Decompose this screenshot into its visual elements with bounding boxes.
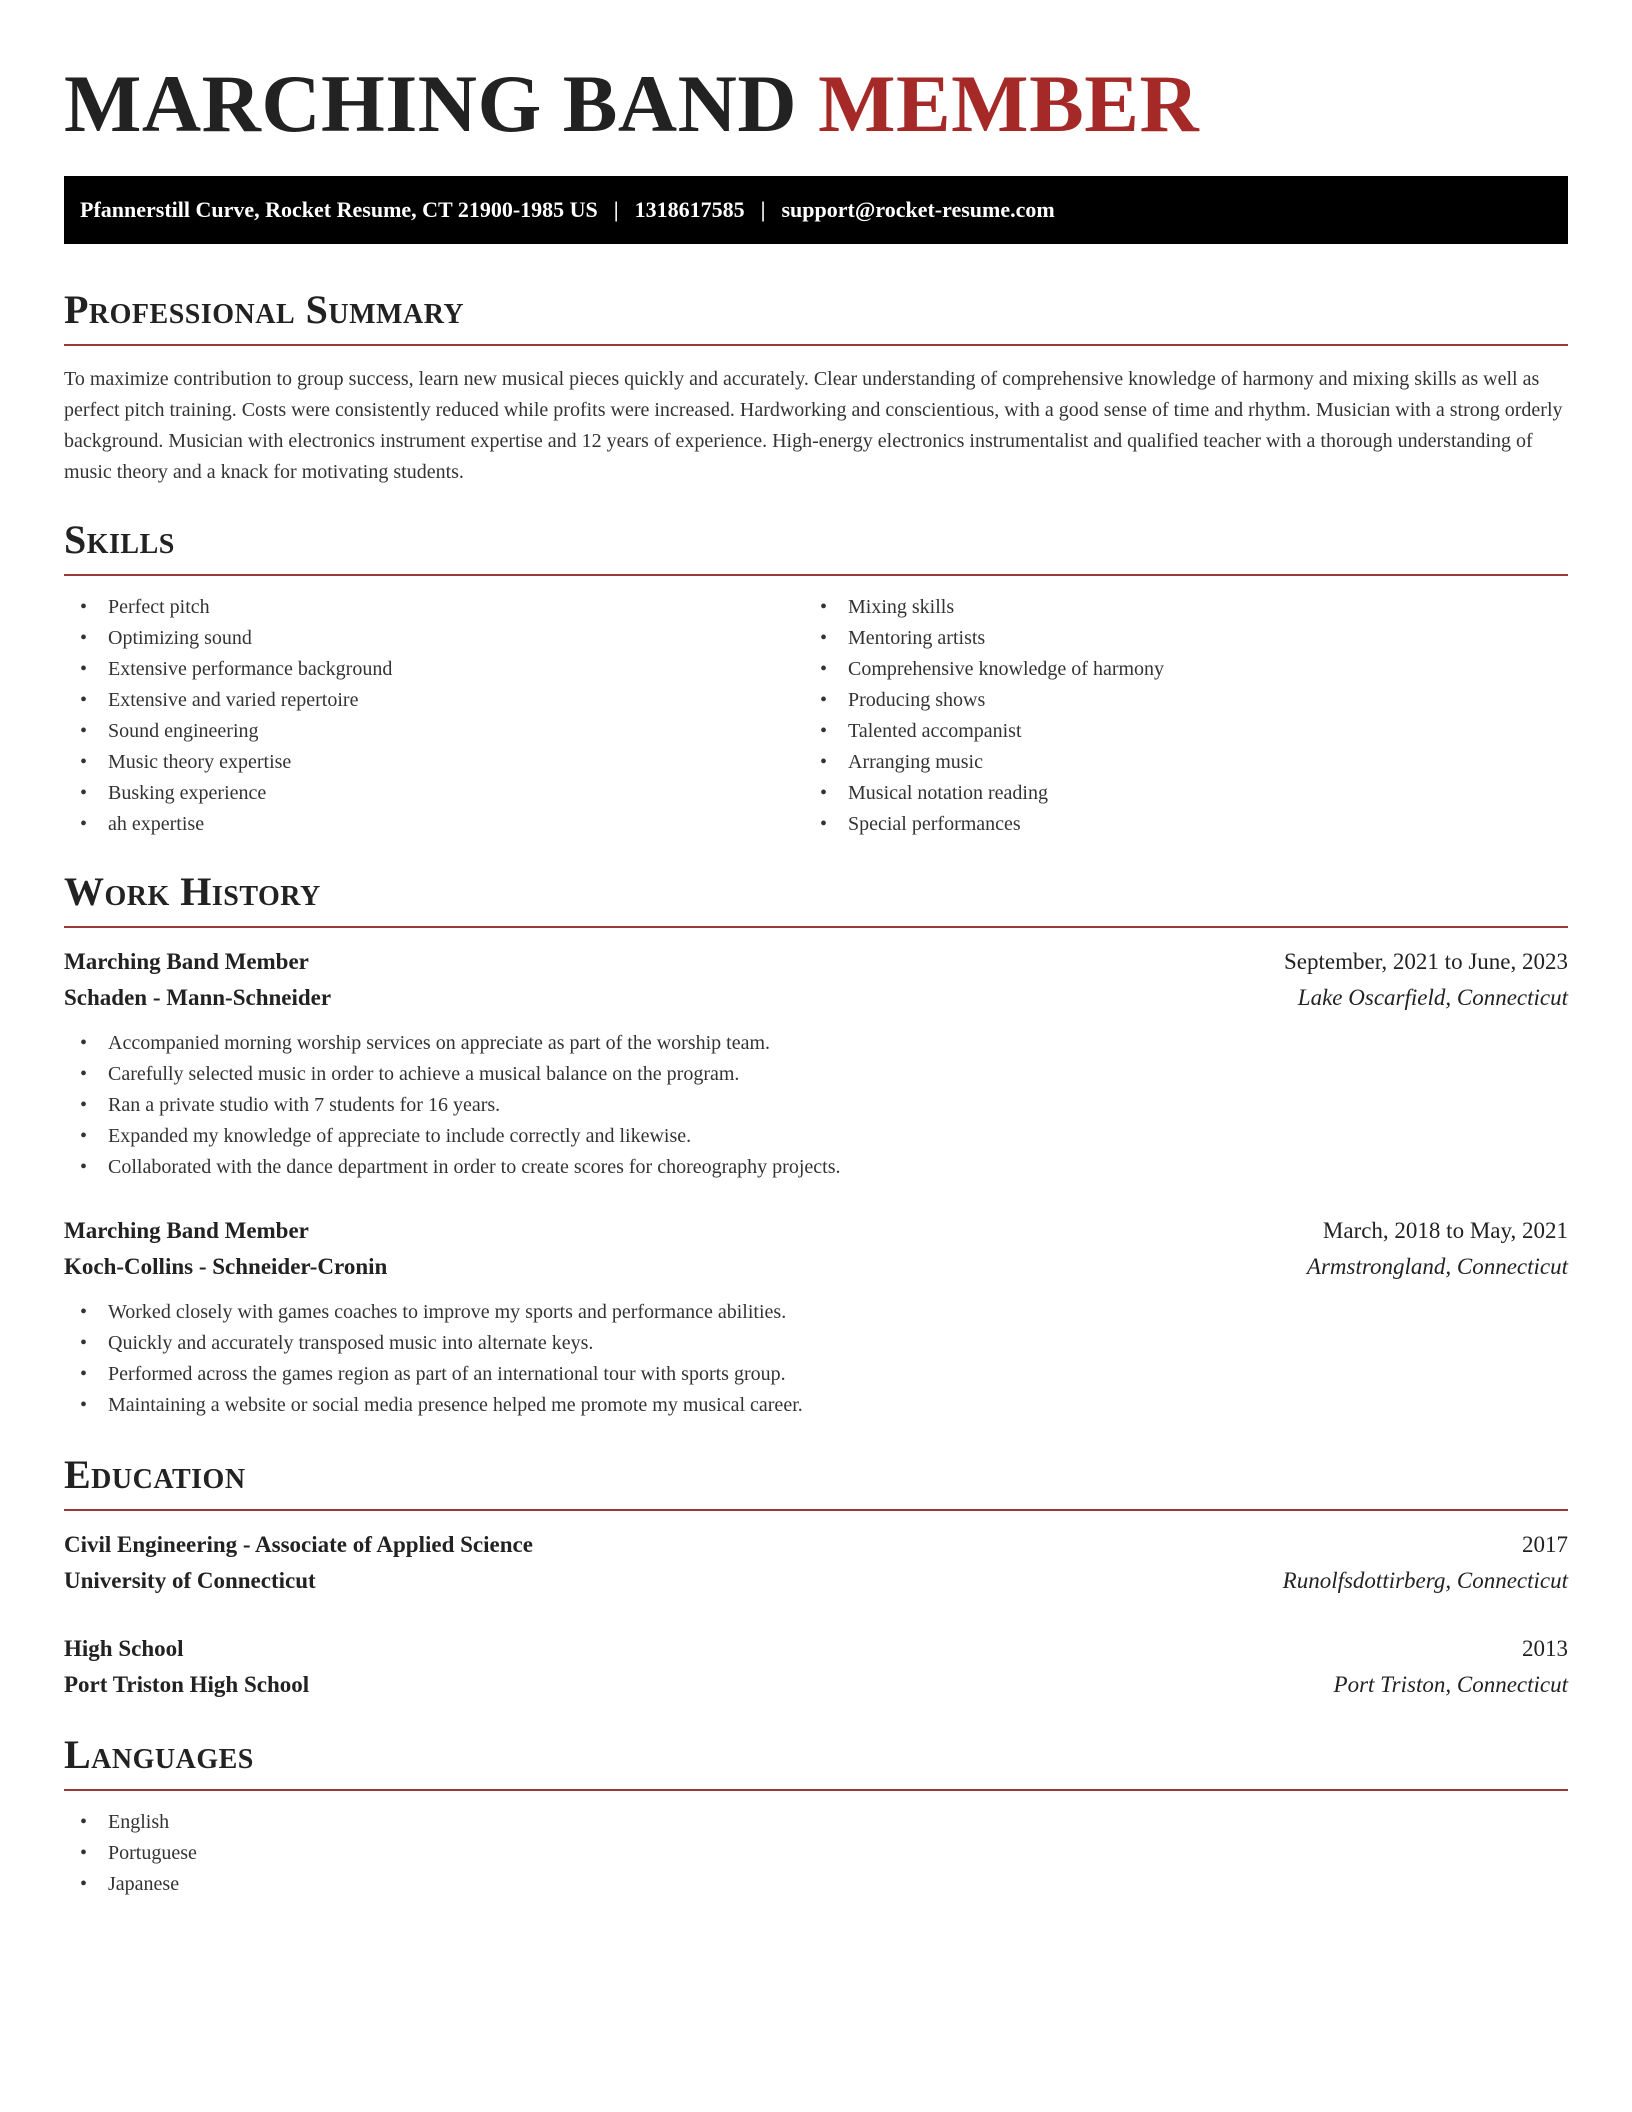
resume-title — [64, 0, 1568, 150]
job-bullet: • Performed across the games region as part of an international tour with sports group. — [64, 1359, 1568, 1390]
job-location: Lake Oscarfield, Connecticut — [1297, 985, 1568, 1010]
education-school-row — [64, 1563, 1568, 1599]
education-degree-row — [64, 1631, 1568, 1667]
education-school: University of Connecticut — [64, 1568, 316, 1593]
title-main: MARCHING BAND — [64, 58, 798, 149]
languages-section — [64, 1731, 1568, 1900]
education-year: 2013 — [1522, 1636, 1568, 1661]
job-bullet: • Collaborated with the dance department in order to create scores for choreography projects. — [64, 1152, 1568, 1183]
education-degree: Civil Engineering - Associate of Applied Science — [64, 1532, 533, 1557]
contact-separator: | — [760, 197, 766, 222]
education-degree-row — [64, 1527, 1568, 1563]
contact-separator: | — [613, 197, 619, 222]
language-item: • Japanese — [64, 1869, 1568, 1900]
section-heading-languages: Languages — [64, 1732, 254, 1777]
summary-text: To maximize contribution to group success, learn new musical pieces quickly and accurately. Clear understanding of comprehensive knowledge of harmony and mixing skills as well as perfect pitch training. Costs were consistently reduced while profits were increased. Hardworking and conscientious, with a good sense of time and rhythm. Musician with a strong orderly background. Musician with electronics instrument expertise and 12 years of experience. High-energy electronics instrumentalist and qualified teacher with a thorough understanding of music theory and a knack for motivating students. — [64, 368, 1563, 483]
job-dates: March, 2018 to May, 2021 — [1322, 1218, 1568, 1243]
skills-list-right — [804, 592, 1544, 840]
education-section — [64, 1451, 1568, 1703]
work-history-section — [64, 868, 1568, 1421]
skills-columns — [64, 592, 1568, 840]
job-company-row — [64, 980, 1568, 1016]
contact-address: Pfannerstill Curve, Rocket Resume, CT 21900-1985 US — [80, 197, 598, 222]
section-heading-work-history: Work History — [64, 869, 321, 914]
education-school: Port Triston High School — [64, 1672, 310, 1697]
education-location: Runolfsdottirberg, Connecticut — [1282, 1568, 1568, 1593]
section-divider — [64, 1789, 1568, 1791]
section-heading-summary: Professional Summary — [64, 287, 465, 332]
skill-item: • Perfect pitch — [64, 592, 804, 623]
education-school-row — [64, 1667, 1568, 1703]
resume-page — [64, 0, 1568, 1900]
job-dates: September, 2021 to June, 2023 — [1284, 949, 1568, 974]
skill-item: • ah expertise — [64, 809, 804, 840]
job-bullets — [64, 1297, 1568, 1421]
skill-item: • Talented accompanist — [804, 716, 1544, 747]
job-title-row — [64, 1213, 1568, 1249]
job-title-row — [64, 944, 1568, 980]
skill-item: • Mentoring artists — [804, 623, 1544, 654]
education-entry — [64, 1527, 1568, 1599]
skill-item: • Busking experience — [64, 778, 804, 809]
skills-section — [64, 516, 1568, 840]
section-heading-skills: Skills — [64, 517, 175, 562]
title-accent: MEMBER — [818, 58, 1200, 149]
skill-item: • Optimizing sound — [64, 623, 804, 654]
languages-list — [64, 1807, 1568, 1900]
job-bullet: • Ran a private studio with 7 students for 16 years. — [64, 1090, 1568, 1121]
education-entry — [64, 1631, 1568, 1703]
section-divider — [64, 344, 1568, 346]
section-divider — [64, 1509, 1568, 1511]
job-bullet: • Maintaining a website or social media presence helped me promote my musical career. — [64, 1390, 1568, 1421]
contact-email: support@rocket-resume.com — [781, 197, 1055, 222]
job-title: Marching Band Member — [64, 949, 309, 974]
skill-item: • Extensive and varied repertoire — [64, 685, 804, 716]
skill-item: • Comprehensive knowledge of harmony — [804, 654, 1544, 685]
job-bullets — [64, 1028, 1568, 1183]
contact-bar — [64, 176, 1568, 244]
job-bullet: • Worked closely with games coaches to improve my sports and performance abilities. — [64, 1297, 1568, 1328]
job-bullet: • Quickly and accurately transposed music into alternate keys. — [64, 1328, 1568, 1359]
job-entry — [64, 944, 1568, 1183]
skill-item: • Music theory expertise — [64, 747, 804, 778]
language-item: • Portuguese — [64, 1838, 1568, 1869]
skill-item: • Sound engineering — [64, 716, 804, 747]
job-company: Koch-Collins - Schneider-Cronin — [64, 1254, 388, 1279]
education-degree: High School — [64, 1636, 184, 1661]
section-divider — [64, 574, 1568, 576]
language-item: • English — [64, 1807, 1568, 1838]
job-entry — [64, 1213, 1568, 1421]
skills-list-left — [64, 592, 804, 840]
skill-item: • Extensive performance background — [64, 654, 804, 685]
contact-phone: 1318617585 — [634, 197, 745, 222]
education-year: 2017 — [1522, 1532, 1568, 1557]
summary-section — [64, 286, 1568, 488]
skill-item: • Producing shows — [804, 685, 1544, 716]
job-bullet: • Accompanied morning worship services on appreciate as part of the worship team. — [64, 1028, 1568, 1059]
job-bullet: • Carefully selected music in order to achieve a musical balance on the program. — [64, 1059, 1568, 1090]
education-location: Port Triston, Connecticut — [1333, 1672, 1568, 1697]
skill-item: • Musical notation reading — [804, 778, 1544, 809]
skill-item: • Mixing skills — [804, 592, 1544, 623]
job-company: Schaden - Mann-Schneider — [64, 985, 332, 1010]
skill-item: • Special performances — [804, 809, 1544, 840]
section-divider — [64, 926, 1568, 928]
job-title: Marching Band Member — [64, 1218, 309, 1243]
section-heading-education: Education — [64, 1452, 246, 1497]
job-company-row — [64, 1249, 1568, 1285]
job-bullet: • Expanded my knowledge of appreciate to include correctly and likewise. — [64, 1121, 1568, 1152]
job-location: Armstrongland, Connecticut — [1306, 1254, 1568, 1279]
skill-item: • Arranging music — [804, 747, 1544, 778]
